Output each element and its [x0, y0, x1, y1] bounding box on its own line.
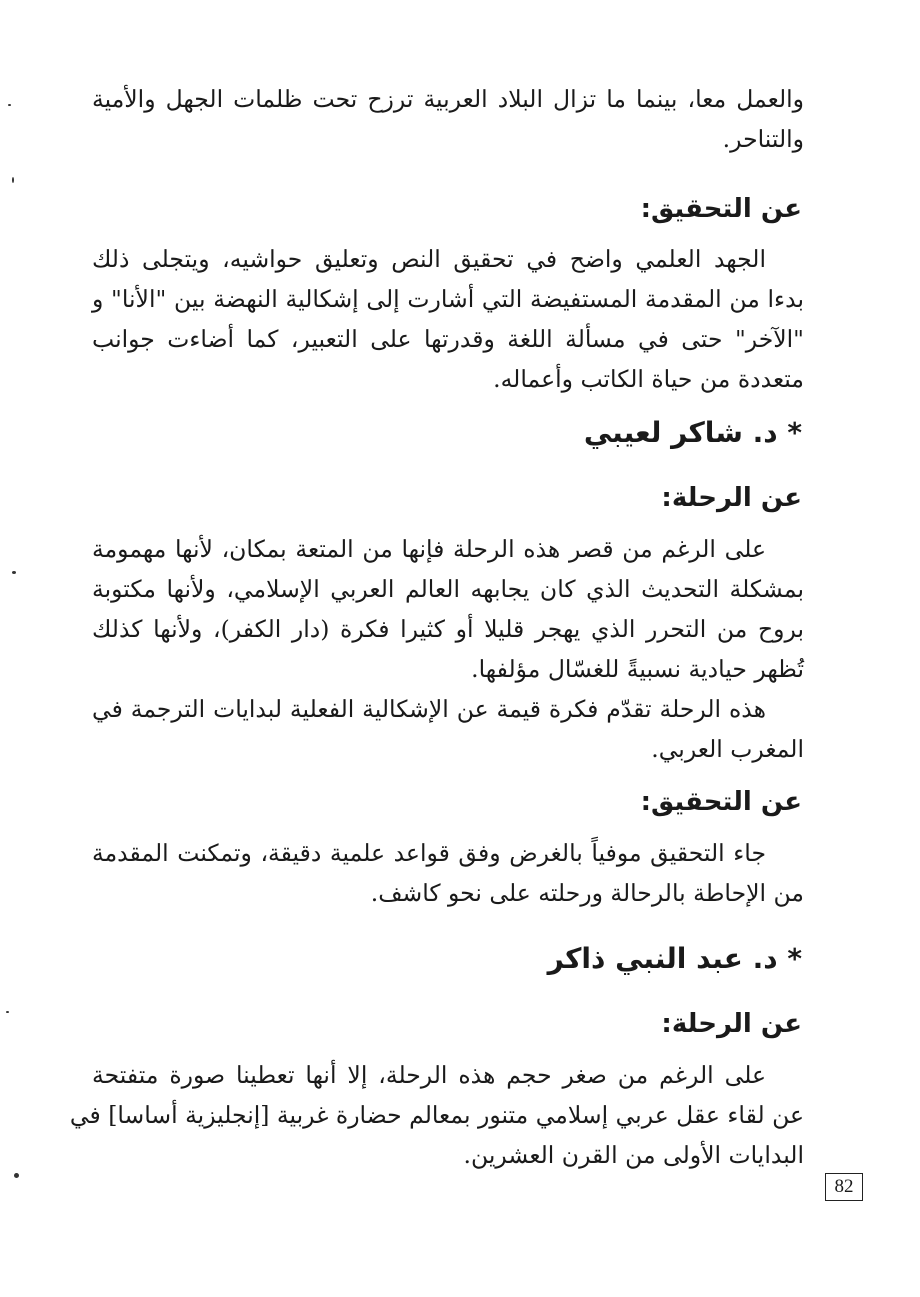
text-line: على الرغم من قصر هذه الرحلة فإنها من المتعة بمكان، لأنها مهمومة — [92, 535, 766, 563]
section-heading-tahqiq: عن التحقيق: — [640, 194, 802, 224]
rihla-paragraph-3 — [69, 1055, 804, 1175]
author-name-2: * د. عبد النبي ذاكر — [547, 942, 802, 975]
tahqiq-paragraph — [92, 239, 804, 399]
scan-speck — [12, 177, 14, 183]
section-heading-tahqiq-2: عن التحقيق: — [640, 787, 802, 817]
author-name: * د. شاكر لعيبي — [583, 416, 802, 449]
rihla-paragraph-2 — [92, 689, 804, 769]
text-line: والتناحر. — [722, 125, 804, 153]
section-heading-rihla-2: عن الرحلة: — [661, 1009, 802, 1039]
rihla-paragraph — [92, 529, 804, 689]
scan-speck — [6, 1011, 9, 1013]
scan-speck — [14, 1173, 19, 1178]
text-line: الجهد العلمي واضح في تحقيق النص وتعليق حواشيه، ويتجلى ذلك — [92, 245, 766, 273]
text-line: عن لقاء عقل عربي إسلامي متنور بمعالم حضارة غربية [إنجليزية أساسا] في — [69, 1101, 804, 1129]
text-line: جاء التحقيق موفياً بالغرض وفق قواعد علمية دقيقة، وتمكنت المقدمة — [92, 839, 766, 867]
text-line: البدايات الأولى من القرن العشرين. — [463, 1141, 804, 1169]
scan-speck — [8, 104, 11, 106]
text-line: والعمل معا، بينما ما تزال البلاد العربية ترزح تحت ظلمات الجهل والأمية — [92, 85, 804, 113]
text-line: على الرغم من صغر حجم هذه الرحلة، إلا أنها تعطينا صورة متفتحة — [92, 1061, 766, 1089]
text-line: متعددة من حياة الكاتب وأعماله. — [493, 365, 804, 393]
text-line: "الآخر" حتى في مسألة اللغة وقدرتها على التعبير، كما أضاءت جوانب — [92, 325, 804, 353]
text-line: بروح من التحرر الذي يهجر قليلا أو كثيرا فكرة (دار الكفر)، ولأنها كذلك — [92, 615, 804, 643]
page-number: 82 — [825, 1173, 863, 1201]
scan-speck — [12, 571, 16, 574]
section-heading-rihla: عن الرحلة: — [661, 483, 802, 513]
text-line: بدءا من المقدمة المستفيضة التي أشارت إلى إشكالية النهضة بين "الأنا" و — [92, 285, 804, 313]
text-line: هذه الرحلة تقدّم فكرة قيمة عن الإشكالية الفعلية لبدايات الترجمة في — [92, 695, 766, 723]
text-line: من الإحاطة بالرحالة ورحلته على نحو كاشف. — [370, 879, 804, 907]
intro-paragraph — [92, 79, 804, 159]
text-line: المغرب العربي. — [651, 735, 804, 763]
text-line: تُظهر حيادية نسبيةً للغسّال مؤلفها. — [471, 655, 804, 683]
text-line: بمشكلة التحديث الذي كان يجابهه العالم العربي الإسلامي، ولأنها مكتوبة — [92, 575, 804, 603]
tahqiq-paragraph-2 — [92, 833, 804, 913]
